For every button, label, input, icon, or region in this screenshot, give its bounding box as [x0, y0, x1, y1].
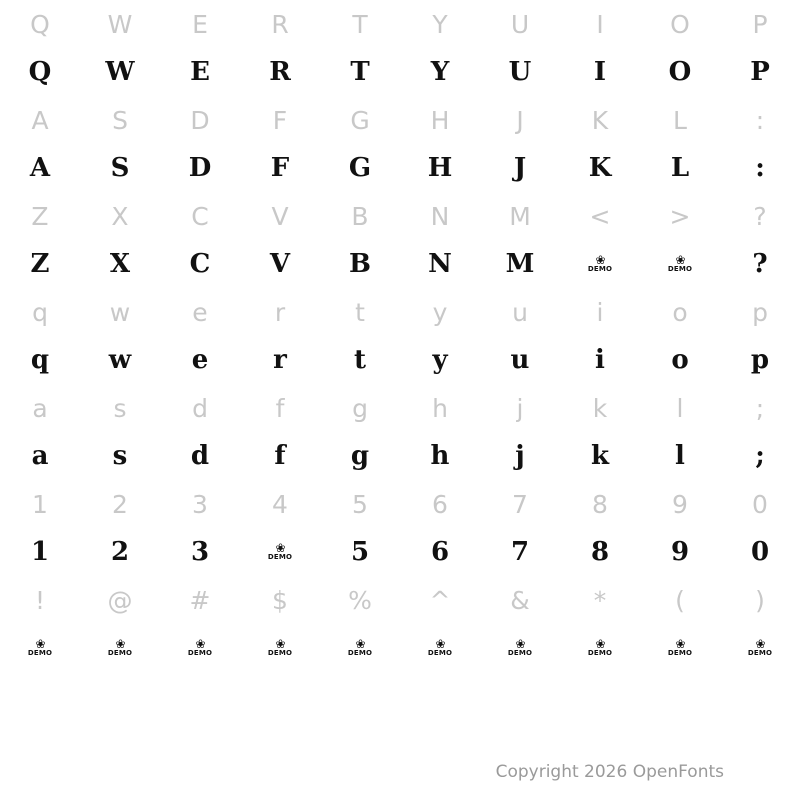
sample-glyph-cell: Y — [430, 57, 450, 87]
sample-glyph-cell: V — [269, 249, 291, 279]
reference-glyph-cell: G — [350, 105, 370, 135]
demo-word-label: DEMO — [667, 264, 693, 273]
sample-glyph-cell: j — [515, 441, 525, 471]
reference-glyph-cell: S — [112, 105, 128, 135]
sample-glyph-cell: ? — [752, 249, 768, 279]
demo-word-label: DEMO — [107, 648, 133, 657]
demo-spray-icon: ❀ — [595, 636, 605, 651]
sample-glyph-cell: w — [108, 345, 132, 375]
reference-glyph-cell: B — [351, 201, 369, 231]
reference-glyph-cell: w — [109, 297, 131, 327]
reference-glyph-cell: < — [589, 201, 611, 231]
demo-spray-icon: ❀ — [355, 636, 365, 651]
reference-glyph-cell: 7 — [512, 489, 528, 519]
sample-glyph-cell: 6 — [430, 537, 450, 567]
reference-glyph-cell: o — [672, 297, 688, 327]
reference-glyph-cell: 6 — [432, 489, 448, 519]
sample-glyph-cell: N — [428, 249, 452, 279]
demo-watermark-icon — [747, 636, 773, 657]
reference-glyph-cell: * — [593, 585, 607, 615]
sample-glyph-cell — [80, 624, 160, 672]
sample-glyph-cell: I — [593, 57, 607, 87]
reference-glyph-cell: X — [111, 201, 129, 231]
reference-glyph-cell: > — [669, 201, 691, 231]
sample-glyph-cell: a — [31, 441, 49, 471]
demo-word-label: DEMO — [507, 648, 533, 657]
demo-spray-icon: ❀ — [275, 636, 285, 651]
reference-glyph-cell: h — [432, 393, 448, 423]
reference-glyph-cell: I — [596, 9, 604, 39]
reference-glyph-cell: k — [592, 393, 608, 423]
reference-glyph-cell: M — [509, 201, 531, 231]
sample-glyph-cell — [240, 624, 320, 672]
sample-glyph-cell: p — [750, 345, 770, 375]
reference-glyph-cell: 8 — [592, 489, 608, 519]
sample-glyph-cell: W — [105, 57, 135, 87]
reference-glyph-cell: 9 — [672, 489, 688, 519]
sample-glyph-cell: s — [112, 441, 128, 471]
sample-glyph-cell: T — [350, 57, 370, 87]
reference-glyph-cell: : — [755, 105, 765, 135]
reference-glyph-cell: j — [516, 393, 524, 423]
sample-glyph-cell: 8 — [590, 537, 610, 567]
sample-glyph-cell: f — [274, 441, 286, 471]
sample-glyph-cell: 7 — [510, 537, 530, 567]
demo-word-label: DEMO — [587, 264, 613, 273]
demo-watermark-icon — [427, 636, 453, 657]
reference-glyph-cell: $ — [272, 585, 288, 615]
demo-spray-icon: ❀ — [595, 252, 605, 267]
reference-glyph-cell: g — [352, 393, 368, 423]
demo-watermark-icon — [587, 636, 613, 657]
reference-glyph-cell: @ — [107, 585, 133, 615]
sample-glyph-cell: h — [430, 441, 450, 471]
sample-glyph-cell: F — [270, 153, 290, 183]
sample-glyph-cell — [320, 624, 400, 672]
reference-glyph-cell: V — [271, 201, 289, 231]
sample-glyph-cell: l — [675, 441, 685, 471]
demo-word-label: DEMO — [27, 648, 53, 657]
sample-glyph-cell — [560, 624, 640, 672]
reference-glyph-cell: l — [676, 393, 684, 423]
sample-glyph-cell: u — [510, 345, 530, 375]
reference-glyph-cell: Z — [31, 201, 49, 231]
demo-watermark-icon — [267, 540, 293, 561]
sample-glyph-cell: 3 — [190, 537, 210, 567]
sample-glyph-cell: q — [30, 345, 50, 375]
reference-glyph-cell: u — [512, 297, 528, 327]
sample-glyph-cell — [640, 240, 720, 288]
reference-glyph-cell: Q — [30, 9, 50, 39]
sample-glyph-cell: e — [191, 345, 209, 375]
sample-glyph-cell — [240, 528, 320, 576]
reference-glyph-cell: # — [189, 585, 211, 615]
demo-watermark-icon — [587, 252, 613, 273]
sample-glyph-cell — [720, 624, 800, 672]
reference-glyph-cell: f — [275, 393, 285, 423]
reference-glyph-cell: % — [348, 585, 372, 615]
reference-glyph-cell: s — [113, 393, 127, 423]
sample-glyph-cell: B — [349, 249, 371, 279]
demo-spray-icon: ❀ — [275, 540, 285, 555]
demo-spray-icon: ❀ — [195, 636, 205, 651]
reference-glyph-cell: W — [107, 9, 133, 39]
reference-glyph-cell: R — [271, 9, 289, 39]
reference-glyph-cell: d — [192, 393, 208, 423]
sample-glyph-cell: S — [110, 153, 130, 183]
reference-glyph-cell: ^ — [429, 585, 451, 615]
sample-glyph-cell: i — [595, 345, 605, 375]
reference-glyph-cell: E — [192, 9, 208, 39]
demo-spray-icon: ❀ — [755, 636, 765, 651]
sample-glyph-cell: H — [427, 153, 453, 183]
sample-glyph-cell: r — [273, 345, 287, 375]
demo-word-label: DEMO — [187, 648, 213, 657]
sample-glyph-cell — [0, 624, 80, 672]
sample-glyph-cell: D — [188, 153, 212, 183]
demo-word-label: DEMO — [427, 648, 453, 657]
demo-spray-icon: ❀ — [115, 636, 125, 651]
sample-glyph-cell: X — [109, 249, 131, 279]
sample-glyph-cell — [560, 240, 640, 288]
reference-glyph-cell: J — [516, 105, 524, 135]
reference-glyph-cell: A — [31, 105, 49, 135]
sample-glyph-cell: Q — [28, 57, 52, 87]
reference-glyph-cell: Y — [432, 9, 448, 39]
reference-glyph-cell: 5 — [352, 489, 368, 519]
reference-glyph-cell: y — [432, 297, 448, 327]
sample-glyph-cell: U — [508, 57, 532, 87]
reference-glyph-cell: 1 — [32, 489, 48, 519]
sample-glyph-cell: o — [671, 345, 689, 375]
demo-watermark-icon — [27, 636, 53, 657]
sample-glyph-cell: P — [750, 57, 770, 87]
reference-glyph-cell: K — [591, 105, 609, 135]
sample-glyph-cell — [640, 624, 720, 672]
sample-glyph-cell: G — [348, 153, 372, 183]
reference-glyph-cell: D — [190, 105, 210, 135]
sample-glyph-cell: k — [590, 441, 609, 471]
sample-glyph-cell: 5 — [350, 537, 370, 567]
sample-glyph-cell: t — [353, 345, 366, 375]
sample-glyph-cell: 0 — [750, 537, 770, 567]
demo-word-label: DEMO — [267, 552, 293, 561]
demo-spray-icon: ❀ — [515, 636, 525, 651]
demo-spray-icon: ❀ — [675, 636, 685, 651]
sample-glyph-cell: O — [668, 57, 692, 87]
demo-spray-icon: ❀ — [435, 636, 445, 651]
reference-glyph-cell: T — [352, 9, 368, 39]
reference-glyph-cell: N — [430, 201, 450, 231]
sample-glyph-cell: A — [29, 153, 51, 183]
sample-glyph-cell: 1 — [30, 537, 50, 567]
reference-glyph-cell: ; — [755, 393, 765, 423]
sample-glyph-cell: 9 — [670, 537, 690, 567]
demo-watermark-icon — [667, 252, 693, 273]
sample-glyph-cell: C — [189, 249, 211, 279]
sample-glyph-cell: K — [588, 153, 612, 183]
demo-watermark-icon — [187, 636, 213, 657]
reference-glyph-cell: 0 — [752, 489, 768, 519]
sample-glyph-cell: L — [670, 153, 690, 183]
sample-glyph-cell: y — [432, 345, 448, 375]
reference-glyph-cell: 3 — [192, 489, 208, 519]
demo-word-label: DEMO — [667, 648, 693, 657]
reference-glyph-cell: L — [673, 105, 687, 135]
reference-glyph-cell: & — [510, 585, 530, 615]
sample-glyph-cell: J — [513, 153, 527, 183]
sample-glyph-cell: ; — [755, 441, 765, 471]
demo-spray-icon: ❀ — [35, 636, 45, 651]
reference-glyph-cell: q — [32, 297, 48, 327]
reference-glyph-cell: i — [596, 297, 604, 327]
sample-glyph-cell: Z — [30, 249, 50, 279]
reference-glyph-cell: ( — [675, 585, 685, 615]
demo-watermark-icon — [507, 636, 533, 657]
demo-watermark-icon — [667, 636, 693, 657]
sample-glyph-cell: 2 — [110, 537, 130, 567]
reference-glyph-cell: H — [430, 105, 450, 135]
sample-glyph-cell: R — [269, 57, 291, 87]
reference-glyph-cell: r — [274, 297, 286, 327]
sample-glyph-cell: E — [190, 57, 210, 87]
reference-glyph-cell: F — [272, 105, 288, 135]
demo-word-label: DEMO — [347, 648, 373, 657]
reference-glyph-cell: U — [510, 9, 530, 39]
reference-glyph-cell: e — [192, 297, 208, 327]
reference-glyph-cell: a — [32, 393, 48, 423]
sample-glyph-cell — [400, 624, 480, 672]
sample-glyph-cell: g — [350, 441, 370, 471]
reference-glyph-cell: p — [752, 297, 768, 327]
demo-watermark-icon — [347, 636, 373, 657]
sample-glyph-cell — [480, 624, 560, 672]
reference-glyph-cell: ? — [753, 201, 767, 231]
sample-glyph-cell — [160, 624, 240, 672]
demo-word-label: DEMO — [587, 648, 613, 657]
sample-glyph-cell: M — [505, 249, 535, 279]
reference-glyph-cell: ! — [34, 585, 46, 615]
reference-glyph-cell: t — [355, 297, 365, 327]
demo-watermark-icon — [267, 636, 293, 657]
copyright-notice: Copyright 2026 OpenFonts — [495, 762, 724, 782]
demo-word-label: DEMO — [267, 648, 293, 657]
reference-glyph-cell: P — [752, 9, 768, 39]
reference-glyph-cell: ) — [755, 585, 765, 615]
reference-glyph-cell: C — [191, 201, 209, 231]
demo-watermark-icon — [107, 636, 133, 657]
reference-glyph-cell: 2 — [112, 489, 128, 519]
demo-word-label: DEMO — [747, 648, 773, 657]
sample-glyph-cell: : — [755, 153, 765, 183]
sample-glyph-cell: d — [190, 441, 210, 471]
reference-glyph-cell: 4 — [272, 489, 288, 519]
reference-glyph-cell: O — [670, 9, 690, 39]
demo-spray-icon: ❀ — [675, 252, 685, 267]
